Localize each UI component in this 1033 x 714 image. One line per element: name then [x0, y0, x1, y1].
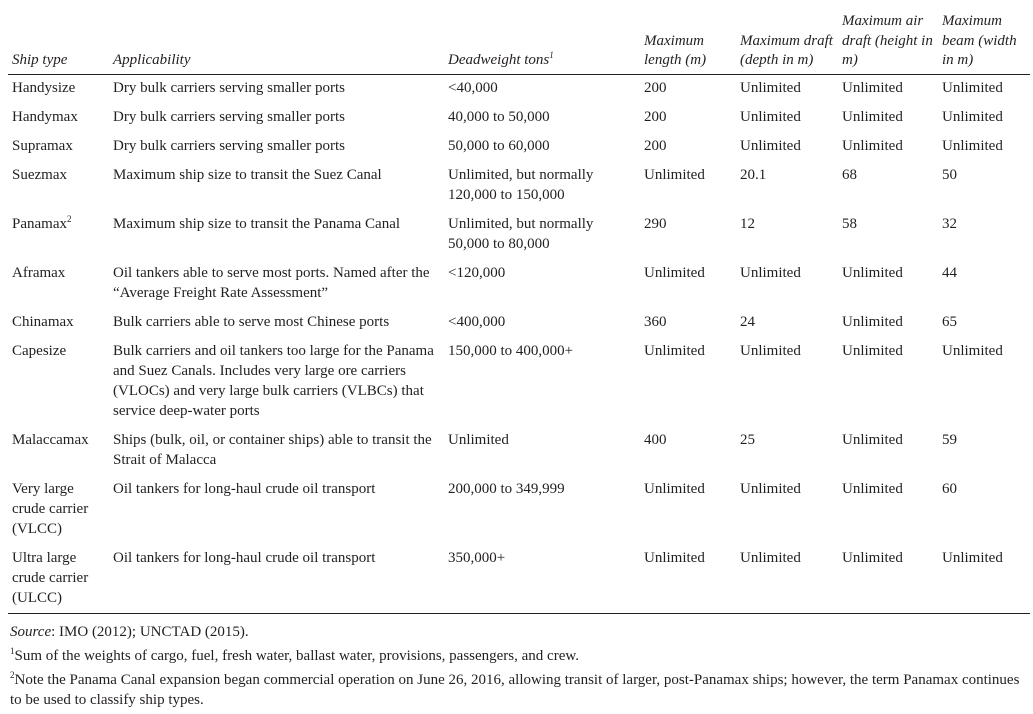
- cell-max-air-draft: Unlimited: [842, 79, 903, 96]
- table-row: [8, 544, 1030, 614]
- cell-applicability: Dry bulk carriers serving smaller ports: [113, 108, 346, 125]
- cell-applicability: Maximum ship size to transit the Suez Canal: [113, 166, 382, 183]
- table-row: [8, 161, 1030, 210]
- cell-ship-type: [8, 308, 109, 337]
- cell-max-length: 400: [644, 431, 667, 448]
- header-applicability: Applicability: [113, 52, 191, 68]
- cell-max-length: Unlimited: [644, 264, 705, 281]
- cell-max-length: Unlimited: [644, 549, 705, 566]
- cell-ship-type: [8, 210, 109, 259]
- cell-max-draft: Unlimited: [740, 108, 801, 125]
- cell-max-draft: Unlimited: [740, 549, 801, 566]
- source-label: Source: [10, 624, 52, 640]
- table-body: [8, 74, 1030, 613]
- cell-max-length: 200: [644, 137, 667, 154]
- cell-deadweight-tons: 200,000 to 349,999: [448, 480, 565, 497]
- table-row: [8, 132, 1030, 161]
- cell-max-beam: Unlimited: [942, 108, 1003, 125]
- cell-max-draft: Unlimited: [740, 79, 801, 96]
- header-row: [8, 12, 1030, 74]
- cell-deadweight-tons: 40,000 to 50,000: [448, 108, 550, 125]
- table-row: [8, 475, 1030, 544]
- cell-applicability: Dry bulk carriers serving smaller ports: [113, 79, 346, 96]
- header-ship-type: Ship type: [12, 52, 68, 68]
- cell-max-draft: Unlimited: [740, 342, 801, 359]
- cell-deadweight-tons: 350,000+: [448, 549, 506, 566]
- header-deadweight-tons: [444, 12, 640, 74]
- ship-type-label: Chinamax: [12, 313, 74, 330]
- source-text: : IMO (2012); UNCTAD (2015).: [51, 624, 249, 640]
- cell-max-air-draft: 58: [842, 215, 857, 232]
- cell-max-length: Unlimited: [644, 480, 705, 497]
- source-note: [10, 622, 1025, 642]
- cell-max-air-draft: Unlimited: [842, 480, 903, 497]
- cell-ship-type: [8, 544, 109, 614]
- cell-max-air-draft: 68: [842, 166, 857, 183]
- footnote-text: Sum of the weights of cargo, fuel, fresh water, ballast water, provisions, passengers, and crew.: [14, 648, 579, 664]
- cell-deadweight-tons: 150,000 to 400,000+: [448, 342, 574, 359]
- cell-max-length: 360: [644, 313, 667, 330]
- cell-ship-type: [8, 74, 109, 103]
- ship-type-label: Malaccamax: [12, 431, 89, 448]
- header-max-draft: Maximum draft (depth in m): [740, 32, 833, 68]
- footnote-marker: 2: [10, 670, 15, 680]
- cell-max-beam: Unlimited: [942, 79, 1003, 96]
- cell-max-air-draft: Unlimited: [842, 108, 903, 125]
- header-max-length: Maximum length (m): [644, 32, 707, 68]
- ship-type-label: Handysize: [12, 79, 76, 96]
- cell-max-beam: 32: [942, 215, 957, 232]
- cell-max-air-draft: Unlimited: [842, 549, 903, 566]
- cell-max-beam: 60: [942, 480, 957, 497]
- cell-max-draft: 24: [740, 313, 755, 330]
- cell-max-beam: Unlimited: [942, 342, 1003, 359]
- cell-applicability: Ships (bulk, oil, or container ships) able to transit the Strait of Malacca: [113, 431, 432, 468]
- cell-max-air-draft: Unlimited: [842, 313, 903, 330]
- cell-applicability: Bulk carriers and oil tankers too large for the Panama and Suez Canals. Includes very large ore carriers (VLOCs) and very large bulk carriers (VLBCs) that service deep-water ports: [113, 342, 434, 419]
- cell-max-beam: 65: [942, 313, 957, 330]
- cell-applicability: Maximum ship size to transit the Panama Canal: [113, 215, 401, 232]
- cell-max-draft: 20.1: [740, 166, 767, 183]
- cell-deadweight-tons: 50,000 to 60,000: [448, 137, 550, 154]
- footnote-1: [10, 646, 1025, 666]
- cell-deadweight-tons: Unlimited, but normally 120,000 to 150,000: [448, 166, 594, 203]
- cell-applicability: Oil tankers for long-haul crude oil transport: [113, 480, 376, 497]
- cell-ship-type: [8, 103, 109, 132]
- footnote-text: Note the Panama Canal expansion began commercial operation on June 26, 2016, allowing transit of larger, post-Panamax ships; however, the term Panamax continues to be used to classify ship types.: [10, 672, 1020, 708]
- cell-ship-type: [8, 161, 109, 210]
- table-header: [8, 12, 1030, 74]
- table-row: [8, 210, 1030, 259]
- cell-max-draft: Unlimited: [740, 264, 801, 281]
- ship-type-label: Handymax: [12, 108, 78, 125]
- cell-max-air-draft: Unlimited: [842, 342, 903, 359]
- cell-deadweight-tons: <400,000: [448, 313, 506, 330]
- cell-max-length: Unlimited: [644, 342, 705, 359]
- cell-max-draft: Unlimited: [740, 137, 801, 154]
- cell-max-length: 290: [644, 215, 667, 232]
- ship-type-label: Ultra large crude carrier (ULCC): [12, 549, 89, 606]
- table-row: [8, 103, 1030, 132]
- cell-max-length: Unlimited: [644, 166, 705, 183]
- ship-type-label: Panamax: [12, 215, 67, 232]
- table-row: [8, 337, 1030, 426]
- ship-type-label: Suezmax: [12, 166, 67, 183]
- cell-ship-type: [8, 426, 109, 475]
- table-row: [8, 308, 1030, 337]
- table-row: [8, 259, 1030, 308]
- ship-type-label: Capesize: [12, 342, 67, 359]
- header-deadweight-label: Deadweight tons: [448, 52, 550, 68]
- cell-max-draft: Unlimited: [740, 480, 801, 497]
- table-notes: [10, 622, 1025, 714]
- header-max-air-draft: Maximum air draft (height in m): [842, 13, 933, 68]
- ship-type-label: Aframax: [12, 264, 66, 281]
- ship-types-table: [8, 12, 1030, 614]
- cell-max-length: 200: [644, 79, 667, 96]
- footnote-marker: 2: [66, 213, 72, 224]
- cell-max-draft: 12: [740, 215, 755, 232]
- cell-applicability: Dry bulk carriers serving smaller ports: [113, 137, 346, 154]
- cell-ship-type: [8, 259, 109, 308]
- ship-type-label: Very large crude carrier (VLCC): [12, 480, 89, 537]
- cell-applicability: Oil tankers able to serve most ports. Named after the “Average Freight Rate Assessment”: [113, 264, 430, 301]
- footnote-2: [10, 670, 1025, 710]
- cell-max-beam: 44: [942, 264, 957, 281]
- cell-max-draft: 25: [740, 431, 755, 448]
- cell-applicability: Bulk carriers able to serve most Chinese ports: [113, 313, 390, 330]
- table-row: [8, 74, 1030, 103]
- cell-deadweight-tons: <120,000: [448, 264, 506, 281]
- table-row: [8, 426, 1030, 475]
- cell-max-length: 200: [644, 108, 667, 125]
- cell-ship-type: [8, 475, 109, 544]
- cell-deadweight-tons: Unlimited: [448, 431, 509, 448]
- cell-deadweight-tons: <40,000: [448, 79, 498, 96]
- cell-max-beam: 59: [942, 431, 957, 448]
- cell-deadweight-tons: Unlimited, but normally 50,000 to 80,000: [448, 215, 594, 252]
- cell-max-air-draft: Unlimited: [842, 137, 903, 154]
- cell-ship-type: [8, 132, 109, 161]
- cell-max-air-draft: Unlimited: [842, 264, 903, 281]
- cell-max-beam: 50: [942, 166, 957, 183]
- header-max-beam: Maximum beam (width in m): [942, 13, 1017, 68]
- cell-applicability: Oil tankers for long-haul crude oil transport: [113, 549, 376, 566]
- cell-max-beam: Unlimited: [942, 549, 1003, 566]
- footnote-marker: 1: [549, 50, 554, 60]
- footnote-marker: 1: [10, 646, 15, 656]
- cell-max-beam: Unlimited: [942, 137, 1003, 154]
- ship-type-label: Supramax: [12, 137, 73, 154]
- cell-ship-type: [8, 337, 109, 426]
- cell-max-air-draft: Unlimited: [842, 431, 903, 448]
